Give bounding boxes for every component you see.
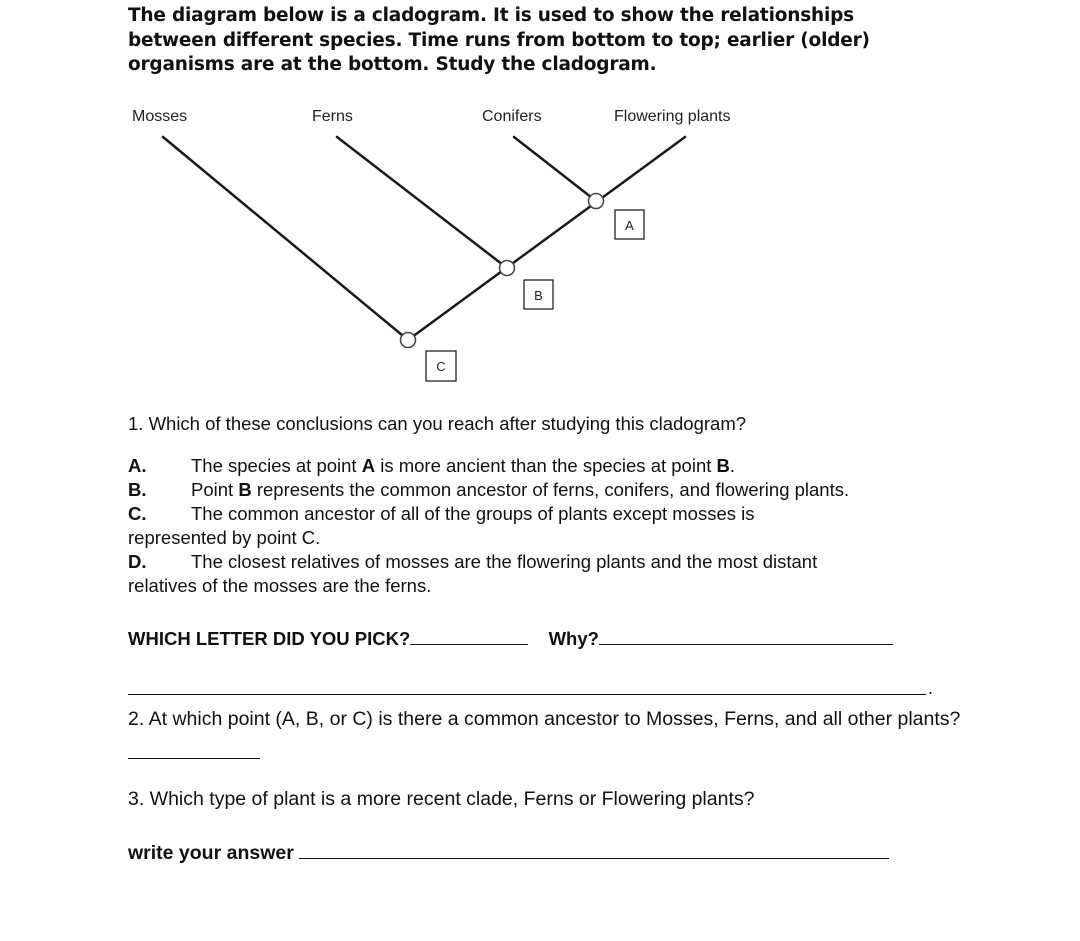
answer-options	[128, 454, 1028, 598]
branch-conifers	[514, 137, 596, 201]
why-answer-blank[interactable]	[599, 626, 893, 645]
why-answer-blank-line-2[interactable]	[128, 694, 926, 695]
pick-label: WHICH LETTER DID YOU PICK?	[128, 628, 411, 649]
question-1-text: 1. Which of these conclusions can you reach after studying this cladogram?	[128, 413, 747, 434]
cladogram-diagram	[0, 95, 800, 390]
option-letter: B.	[128, 479, 147, 500]
question-3-answer-row	[128, 840, 889, 865]
option-d: D. The closest relatives of mosses are the flowering plants and the most distant	[128, 551, 818, 572]
branch-mosses	[163, 137, 408, 340]
branch-ferns	[337, 137, 507, 268]
intro-text	[128, 4, 948, 78]
question-2-answer-blank[interactable]	[128, 740, 260, 759]
why-label: Why?	[548, 628, 599, 649]
node-circle-a	[589, 194, 604, 209]
intro-line-1: The diagram below is a cladogram. It is used to show the relationships	[128, 5, 854, 26]
node-circle-c	[401, 333, 416, 348]
answer-row-q1	[128, 626, 893, 651]
intro-line-3: organisms are at the bottom. Study the cladogram.	[128, 54, 657, 75]
taxon-label-ferns: Ferns	[312, 108, 353, 125]
question-2-text: 2. At which point (A, B, or C) is there a common ancestor to Mosses, Ferns, and all other plants?	[128, 702, 988, 770]
node-circle-b	[500, 261, 515, 276]
option-c: C. The common ancestor of all of the groups of plants except mosses is	[128, 503, 755, 524]
option-a: A. The species at point A is more ancient than the species at point B.	[128, 455, 736, 476]
node-label-a: A	[625, 218, 634, 233]
write-answer-label: write your answer	[128, 842, 294, 864]
node-label-b: B	[534, 288, 543, 303]
taxon-label-flowering-plants: Flowering plants	[614, 108, 731, 125]
question-3-text: 3. Which type of plant is a more recent clade, Ferns or Flowering plants?	[128, 788, 755, 810]
option-letter: D.	[128, 551, 147, 572]
taxon-label-mosses: Mosses	[132, 108, 188, 125]
period-mark: .	[928, 678, 934, 698]
option-b: B. Point B represents the common ancestor of ferns, conifers, and flowering plants.	[128, 479, 850, 500]
option-c-continued: represented by point C.	[128, 527, 321, 548]
question-3-answer-blank[interactable]	[299, 840, 889, 859]
node-label-c: C	[436, 359, 446, 374]
option-letter: C.	[128, 503, 147, 524]
option-d-continued: relatives of the mosses are the ferns.	[128, 575, 432, 596]
pick-answer-blank[interactable]	[410, 626, 528, 645]
taxon-label-conifers: Conifers	[482, 108, 542, 125]
intro-line-2: between different species. Time runs from bottom to top; earlier (older)	[128, 29, 870, 51]
option-letter: A.	[128, 455, 147, 476]
